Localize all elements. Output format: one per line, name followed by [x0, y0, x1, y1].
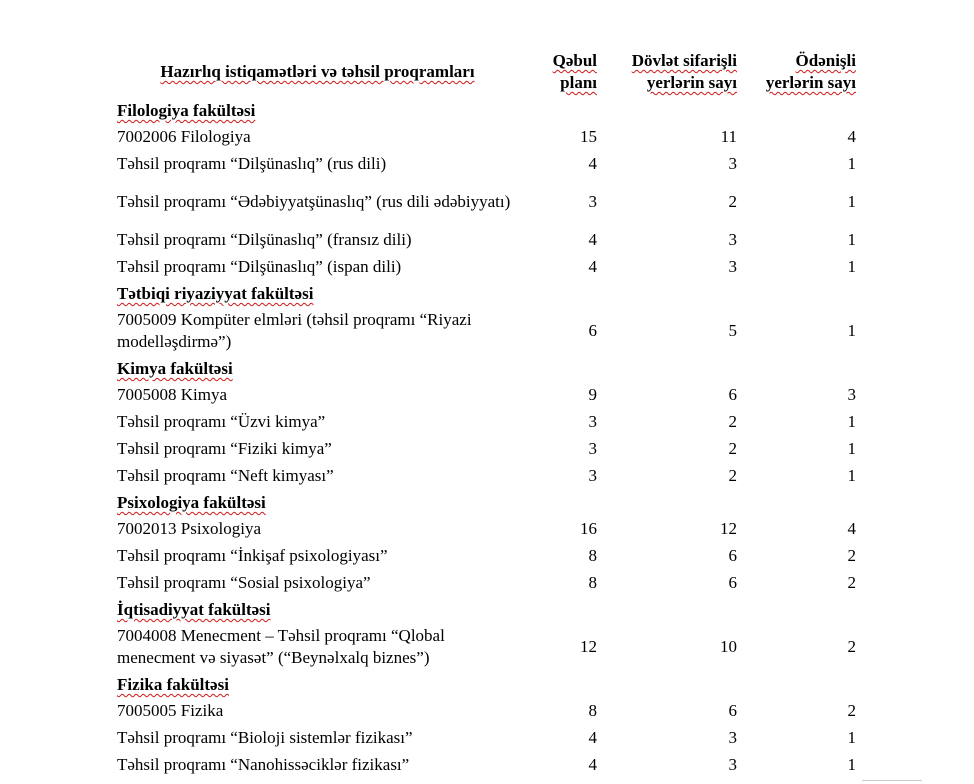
paid-value: 3	[847, 385, 856, 404]
paid-value: 2	[847, 546, 856, 565]
program-row	[111, 151, 862, 178]
program-name: Təhsil proqramı “İnkişaf psixologiyası”	[117, 546, 388, 565]
state-funded-value: 2	[728, 466, 737, 485]
state-funded-value: 5	[728, 321, 737, 340]
faculty-name: İqtisadiyyat fakültəsi	[117, 600, 271, 619]
program-row	[111, 623, 862, 672]
state-funded-value: 2	[728, 412, 737, 431]
state-funded-value: 6	[728, 385, 737, 404]
paid-value: 1	[847, 412, 856, 431]
program-name: 7002013 Psixologiya	[117, 519, 262, 538]
admission-plan-value: 8	[588, 573, 597, 592]
admission-plan-value: 3	[588, 412, 597, 431]
admission-plan-value: 4	[588, 154, 597, 173]
state-funded-value: 12	[720, 519, 737, 538]
faculty-name: Fizika fakültəsi	[117, 675, 229, 694]
paid-value: 1	[847, 230, 856, 249]
program-row	[111, 698, 862, 725]
admission-plan-value: 4	[588, 728, 597, 747]
paid-value: 1	[847, 466, 856, 485]
program-name: Təhsil proqramı “Dilşünaslıq” (fransız dili)	[117, 230, 412, 249]
program-name: 7004008 Menecment – Təhsil proqramı “Qlobal menecment və siyasət” (“Beynəlxalq biznes”)	[117, 626, 445, 667]
faculty-heading-row	[111, 98, 862, 124]
paid-value: 1	[847, 257, 856, 276]
program-name: Təhsil proqramı “Fiziki kimya”	[117, 439, 332, 458]
admission-plan-value: 4	[588, 257, 597, 276]
faculty-heading-row	[111, 281, 862, 307]
paid-value: 1	[847, 439, 856, 458]
program-name: Təhsil proqramı “Nanohissəciklər fizikası”	[117, 755, 410, 774]
header-state-funded-places: Dövlət sifarişli yerlərin sayı	[631, 51, 737, 92]
faculty-heading-row	[111, 490, 862, 516]
faculty-name: Kimya fakültəsi	[117, 359, 233, 378]
paid-value: 2	[847, 701, 856, 720]
program-row	[111, 382, 862, 409]
program-name: 7005005 Fizika	[117, 701, 224, 720]
program-name: 7002006 Filologiya	[117, 127, 251, 146]
program-name: Təhsil proqramı “Üzvi kimya”	[117, 412, 326, 431]
paid-value: 4	[847, 519, 856, 538]
state-funded-value: 3	[728, 257, 737, 276]
admission-plan-value: 8	[588, 701, 597, 720]
paid-value: 1	[847, 755, 856, 774]
state-funded-value: 10	[720, 637, 737, 656]
paid-value: 1	[847, 192, 856, 211]
program-name: Təhsil proqramı “Neft kimyası”	[117, 466, 334, 485]
admission-plan-value: 6	[588, 321, 597, 340]
program-row	[111, 307, 862, 356]
program-row	[111, 516, 862, 543]
paid-value: 2	[847, 637, 856, 656]
page-edge-mark	[862, 780, 922, 784]
admission-plan-value: 4	[588, 755, 597, 774]
program-name: Təhsil proqramı “Sosial psixologiya”	[117, 573, 371, 592]
paid-value: 1	[847, 154, 856, 173]
faculty-name: Filologiya fakültəsi	[117, 101, 256, 120]
paid-value: 4	[847, 127, 856, 146]
state-funded-value: 3	[728, 728, 737, 747]
paid-value: 1	[847, 321, 856, 340]
state-funded-value: 3	[728, 755, 737, 774]
program-name: 7005008 Kimya	[117, 385, 228, 404]
admission-plan-value: 3	[588, 466, 597, 485]
faculty-heading-row	[111, 356, 862, 382]
admission-plan-value: 16	[580, 519, 597, 538]
paid-value: 2	[847, 573, 856, 592]
faculty-heading-row	[111, 672, 862, 698]
state-funded-value: 3	[728, 154, 737, 173]
admission-plan-value: 12	[580, 637, 597, 656]
state-funded-value: 6	[728, 546, 737, 565]
state-funded-value: 6	[728, 573, 737, 592]
faculty-name: Psixologiya fakültəsi	[117, 493, 266, 512]
admission-plan-value: 15	[580, 127, 597, 146]
table-body	[111, 98, 862, 779]
state-funded-value: 2	[728, 439, 737, 458]
program-row	[111, 436, 862, 463]
admission-plan-value: 3	[588, 192, 597, 211]
program-name: 7005009 Kompüter elmləri (təhsil proqramı “Riyazi modelləşdirmə”)	[117, 310, 472, 351]
faculty-heading-row	[111, 597, 862, 623]
program-row	[111, 752, 862, 779]
program-row	[111, 570, 862, 597]
admission-plan-value: 3	[588, 439, 597, 458]
program-name: Təhsil proqramı “Dilşünaslıq” (ispan dili)	[117, 257, 402, 276]
admission-plan-table	[111, 48, 862, 779]
admission-plan-value: 9	[588, 385, 597, 404]
state-funded-value: 6	[728, 701, 737, 720]
program-name: Təhsil proqramı “Dilşünaslıq” (rus dili)	[117, 154, 387, 173]
header-paid-places: Ödənişli yerlərin sayı	[765, 51, 856, 92]
table-header-row	[111, 48, 862, 98]
program-row	[111, 725, 862, 752]
admission-plan-value: 8	[588, 546, 597, 565]
program-row	[111, 409, 862, 436]
program-row	[111, 543, 862, 570]
paid-value: 1	[847, 728, 856, 747]
admission-plan-value: 4	[588, 230, 597, 249]
state-funded-value: 3	[728, 230, 737, 249]
program-row	[111, 254, 862, 281]
program-row	[111, 124, 862, 151]
faculty-name: Tətbiqi riyaziyyat fakültəsi	[117, 284, 314, 303]
header-admission-plan: Qəbul planı	[552, 51, 597, 92]
program-name: Təhsil proqramı “Bioloji sistemlər fizikası”	[117, 728, 413, 747]
state-funded-value: 2	[728, 192, 737, 211]
program-row	[111, 463, 862, 490]
program-row	[111, 227, 862, 254]
program-row	[111, 178, 862, 227]
program-name: Təhsil proqramı “Ədəbiyyatşünaslıq” (rus dili ədəbiyyatı)	[117, 192, 511, 211]
header-directions: Hazırlıq istiqamətləri və təhsil proqramları	[160, 62, 475, 81]
state-funded-value: 11	[720, 127, 737, 146]
